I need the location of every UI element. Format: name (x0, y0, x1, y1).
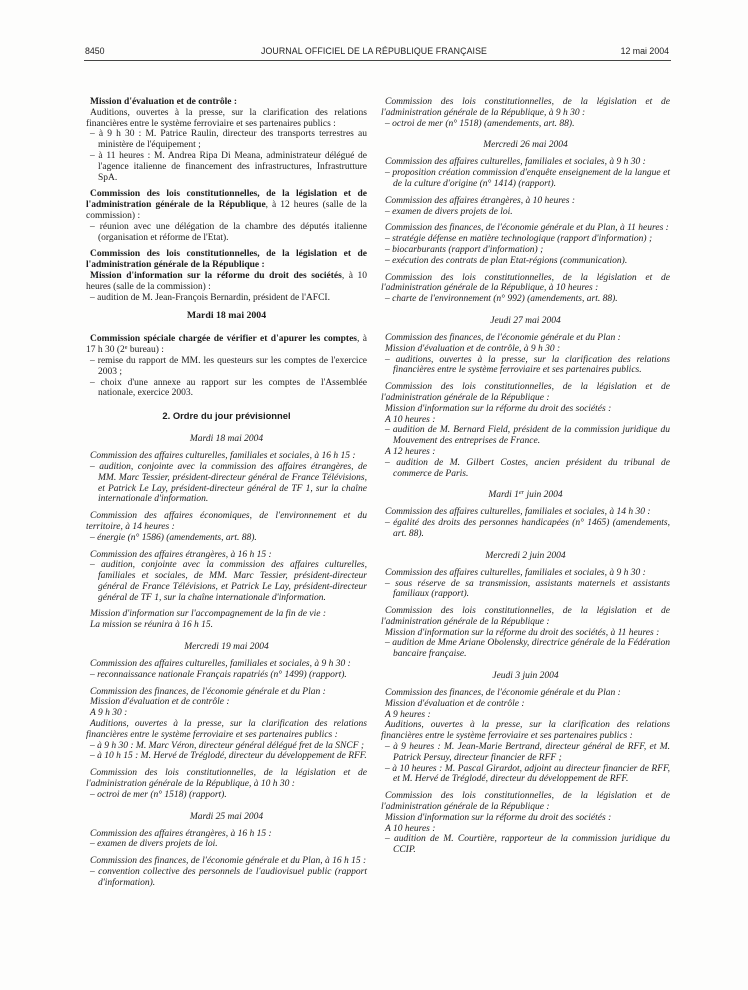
agenda-entry (381, 791, 670, 856)
mission-name: Mission d'information sur la réforme du droit des sociétés (90, 270, 342, 281)
agenda-item: – convention collective des personnels de l'audiovisuel public (rapport d'information). (90, 867, 367, 888)
day-heading: Mercredi 2 juin 2004 (485, 550, 566, 561)
lois-reunion-block (86, 189, 367, 243)
mission-paragraph (86, 271, 367, 293)
agenda-note: La mission se réunira à 16 h 15. (90, 620, 213, 631)
agenda-item: – exécution des contrats de plan Etat-régions (communication). (385, 255, 628, 266)
agenda-entry (381, 97, 670, 129)
agenda-item: – audition de M. Courtière, rapporteur de la commission juridique du CCIP. (385, 834, 670, 856)
agenda-entry (381, 157, 670, 189)
commission-heading: Commission des affaires étrangères, à 16 h 15 : (90, 828, 272, 839)
agenda-item: – à 9 h 30 : M. Marc Véron, directeur général délégué fret de la SNCF ; (90, 740, 365, 751)
commission-heading: Commission des affaires culturelles, familiales et sociales, à 9 h 30 : (90, 659, 351, 670)
agenda-entry (86, 550, 367, 604)
day-heading-text: Mardi 1 (488, 490, 519, 501)
agenda-item: – octroi de mer (n° 1518) (rapport). (90, 789, 227, 800)
commission-heading: Commission des finances, de l'économie générale et du Plan : (90, 686, 326, 697)
agenda-item: – audition de M. Jean-François Bernardin, président de l'AFCI. (90, 292, 330, 303)
agenda-item: – à 9 heures : M. Jean-Marie Bertrand, directeur général de RFF, et M. Patrick Persuy, directeur financier de RFF ; (385, 742, 670, 763)
agenda-item: – audition de Mme Ariane Obolensky, directrice générale de la Fédération bancaire française. (385, 638, 670, 660)
agenda-entry (381, 223, 670, 266)
commission-heading: Commission des affaires culturelles, familiales et sociales, à 14 h 30 : (385, 507, 651, 518)
commission-heading: Commission des lois constitutionnelles, de la législation et de l'administration générale de la République, à 9 h 30 : (381, 97, 670, 118)
session-time: , à 12 heures (salle de la commission) : (86, 200, 368, 221)
intro-paragraph: Auditions, ouvertes à la presse, sur la clarification des relations financières entre le système ferroviaire et ses partenaires publics : (86, 719, 367, 740)
time-label: A 9 h 30 : (90, 708, 128, 719)
mission-heading: Mission d'évaluation et de contrôle : (385, 698, 525, 709)
agenda-item: – à 10 h 15 : M. Hervé de Tréglodé, directeur du développement de RFF. (90, 751, 367, 762)
commission-paragraph (86, 334, 367, 356)
time-label: A 10 heures : (385, 823, 436, 834)
commission-heading: Commission des affaires culturelles, familiales et sociales, à 9 h 30 : (385, 567, 646, 578)
agenda-entry (86, 659, 367, 681)
agenda-item: – examen de divers projets de loi. (90, 839, 218, 850)
day-heading: Mardi 18 mai 2004 (186, 310, 267, 322)
day-heading: Mercredi 19 mai 2004 (184, 642, 269, 653)
agenda-entry (381, 382, 670, 479)
intro-paragraph: Auditions, ouvertes à la presse, sur la clarification des relations financières entre le système ferroviaire et ses partenaires publics : (381, 720, 670, 742)
commission-heading: Commission des lois constitutionnelles, de la législation et de l'administration générale de la République : (381, 606, 670, 627)
page-number: 8450 (85, 46, 105, 56)
agenda-item: – réunion avec une délégation de la chambre des députés italienne (organisation et réforme de l'Etat). (90, 221, 367, 243)
agenda-entry (381, 196, 670, 218)
commission-paragraph (86, 189, 367, 221)
session-time: , à 10 heures (salle de la commission) : (86, 270, 368, 292)
agenda-item: – octroi de mer (n° 1518) (amendements, art. 88). (385, 118, 575, 129)
mission-heading: Mission d'information sur la réforme du droit des sociétés : (385, 403, 612, 414)
intro-paragraph: Auditions, ouvertes à la presse, sur la clarification des relations financières entre le système ferroviaire et ses partenaires publics : (86, 107, 367, 129)
left-column (86, 97, 367, 889)
mission-heading: Mission d'information sur la réforme du droit des sociétés, à 11 heures : (385, 627, 660, 638)
journal-title: JOURNAL OFFICIEL DE LA RÉPUBLIQUE FRANÇAISE (260, 46, 488, 56)
commission-heading: Commission des finances, de l'économie générale et du Plan : (385, 688, 621, 699)
mission-heading: Mission d'information sur l'accompagnement de la fin de vie : (90, 609, 326, 620)
mission-heading: Mission d'évaluation et de contrôle : (90, 97, 237, 107)
agenda-item: – biocarburants (rapport d'information) ; (385, 244, 544, 255)
agenda-entry (381, 688, 670, 785)
day-heading: Mardi 18 mai 2004 (189, 434, 264, 445)
agenda-entry (86, 609, 367, 631)
mission-heading: Mission d'information sur la réforme du droit des sociétés : (385, 812, 612, 823)
commission-heading: Commission des lois constitutionnelles, de la législation et de l'administration générale de la République : (381, 382, 670, 403)
header-rule (84, 60, 671, 61)
day-heading: Mardi 25 mai 2004 (189, 811, 264, 822)
agenda-entry (381, 568, 670, 600)
day-heading-month: juin 2004 (524, 490, 563, 501)
agenda-entry (86, 856, 367, 888)
mission-heading: Mission d'évaluation et de contrôle, à 9 h 30 : (385, 343, 561, 354)
agenda-item: – examen de divers projets de loi. (385, 206, 513, 217)
agenda-item: – à 9 h 30 : M. Patrice Raulin, directeur des transports terrestres au ministère de l'équipement ; (90, 129, 367, 151)
agenda-entry (86, 829, 367, 851)
day-heading: Jeudi 27 mai 2004 (490, 315, 561, 326)
agenda-item: – audition de M. Gilbert Costes, ancien président du tribunal de commerce de Paris. (385, 457, 670, 479)
agenda-item: – stratégie défense en matière technologique (rapport d'information) ; (385, 234, 653, 245)
agenda-item: – auditions, ouvertes à la presse, sur la clarification des relations financières entre le système ferroviaire et ses partenaires publics. (385, 354, 670, 376)
commission-heading: Commission des affaires étrangères, à 10 heures : (385, 195, 575, 206)
commission-heading: Commission des lois constitutionnelles, de la législation et de l'administration générale de la République, à 10 h 30 : (86, 768, 367, 790)
issue-date: 12 mai 2004 (620, 46, 669, 56)
agenda-entry (381, 333, 670, 376)
commission-heading: Commission des lois constitutionnelles, de la législation et de l'administration générale de la République, à 10 heures : (381, 272, 670, 294)
agenda-item: – égalité des droits des personnes handicapées (n° 1465) (amendements, art. 88). (385, 518, 670, 539)
agenda-item: – audition, conjointe avec la commission des affaires culturelles, familiales et sociales, de MM. Marc Tessier, président-directeur général de France Télévisions, et Patrick Le Lay, président-directeur général de TF 1, sur la chaîne internationale d'information. (90, 560, 367, 603)
commission-heading: Commission des affaires culturelles, familiales et sociales, à 16 h 15 : (90, 451, 356, 462)
agenda-item: – audition, conjointe avec la commission des affaires étrangères, de MM. Marc Tessier, président-directeur général de France Télévisions, et Patrick Le Lay, président-directeur général de TF 1, sur la chaîne internationale d'information. (90, 461, 367, 505)
commission-heading: Commission des finances, de l'économie générale et du Plan, à 16 h 15 : (90, 856, 367, 867)
agenda-entry (86, 451, 367, 505)
agenda-item: – à 11 heures : M. Andrea Ripa Di Meana, administrateur délégué de l'agence italienne de financement des infrastructures, Infrastrutture SpA. (90, 150, 367, 183)
commission-heading: Commission des affaires économiques, de l'environnement et du territoire, à 14 heures : (86, 511, 367, 532)
agenda-entry (86, 511, 367, 543)
agenda-item: – reconnaissance nationale Français rapatriés (n° 1499) (rapport). (90, 669, 347, 680)
commission-name: Commission des lois constitutionnelles, de la législation et de l'administration générale de la République : (86, 249, 367, 271)
commission-speciale-block (86, 334, 367, 399)
right-column (381, 97, 670, 856)
agenda-item: – énergie (n° 1586) (amendements, art. 88). (90, 532, 257, 543)
time-label: A 9 heures : (385, 709, 431, 720)
day-heading: Mercredi 26 mai 2004 (483, 140, 568, 151)
session-time: , à 17 h 30 (2 (86, 334, 368, 356)
agenda-item: – à 10 heures : M. Pascal Girardot, adjoint au directeur financier de RFF, et M. Hervé de Tréglodé, directeur du développement de RFF. (385, 763, 670, 785)
agenda-item: – charte de l'environnement (n° 992) (amendements, art. 88). (385, 294, 618, 305)
agenda-entry (381, 507, 670, 539)
time-label: A 10 heures : (385, 414, 436, 425)
day-heading: Jeudi 3 juin 2004 (492, 671, 559, 682)
ordinal-suffix: er (518, 489, 525, 497)
commission-heading: Commission des lois constitutionnelles, de la législation et de l'administration générale de la République : (381, 791, 670, 813)
agenda-item: – sous réserve de sa transmission, assistants maternels et assistants familiaux (rapport). (385, 578, 670, 600)
section-title: 2. Ordre du jour prévisionnel (162, 410, 291, 422)
commission-heading: Commission des affaires étrangères, à 16 h 15 : (90, 549, 272, 560)
ordinal-suffix: e (124, 344, 128, 352)
agenda-entry (86, 687, 367, 763)
time-label: A 12 heures : (385, 446, 436, 457)
commission-heading: Commission des affaires culturelles, familiales et sociales, à 9 h 30 : (385, 157, 646, 168)
session-room: bureau) : (127, 345, 164, 356)
commission-name: Commission des lois constitutionnelles, de la législation et de l'administration générale de la République (86, 189, 367, 211)
commission-name: Commission spéciale chargée de vérifier et d'apurer les comptes (90, 334, 357, 345)
lois-mission-block (86, 249, 367, 303)
agenda-entry (381, 606, 670, 660)
commission-heading: Commission des finances, de l'économie générale et du Plan : (385, 332, 621, 343)
mission-heading: Mission d'évaluation et de contrôle : (90, 697, 230, 708)
day-heading (381, 490, 670, 501)
commission-heading: Commission des finances, de l'économie générale et du Plan, à 11 heures : (385, 223, 669, 234)
mec-block (86, 97, 367, 183)
agenda-item: – remise du rapport de MM. les questeurs sur les comptes de l'exercice 2003 ; (90, 355, 367, 377)
agenda-item: – audition de M. Bernard Field, président de la commission juridique du Mouvement des entreprises de France. (385, 425, 670, 447)
agenda-entry (381, 273, 670, 305)
agenda-item: – proposition création commission d'enquête enseignement de la langue et de la culture d'origine (n° 1414) (rapport). (385, 168, 670, 189)
agenda-item: – choix d'une annexe au rapport sur les comptes de l'Assemblée nationale, exercice 2003. (90, 377, 367, 399)
agenda-entry (86, 768, 367, 800)
